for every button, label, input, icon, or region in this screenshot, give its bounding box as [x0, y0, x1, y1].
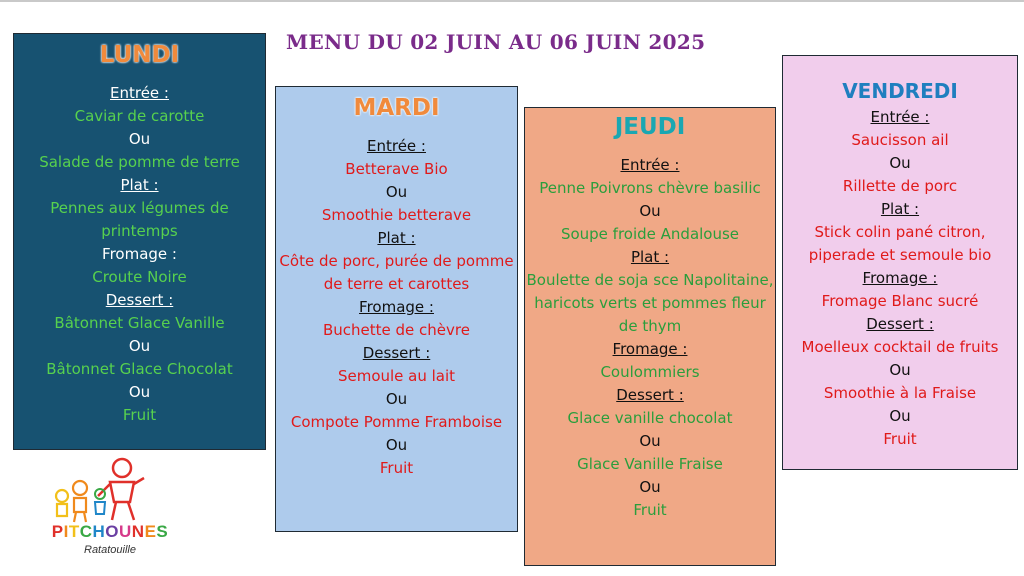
section-heading: Entrée :	[110, 84, 169, 102]
menu-lines	[276, 135, 517, 480]
separator-text: Ou	[385, 183, 408, 201]
menu-item: Bâtonnet Glace Chocolat	[46, 360, 233, 378]
day-name: VENDREDI	[842, 79, 958, 103]
section-heading: Dessert :	[362, 344, 431, 362]
menu-item: Croute Noire	[92, 268, 187, 286]
menu-item: Moelleux cocktail de fruits	[801, 338, 999, 356]
menu-item: Boulette de soja sce Napolitaine, haricots verts et pommes fleur de thym	[526, 271, 774, 335]
section-heading: Fromage :	[359, 298, 434, 316]
menu-item: Smoothie betterave	[321, 206, 472, 224]
menu-item: Compote Pomme Framboise	[290, 413, 503, 431]
menu-lines	[783, 106, 1017, 451]
menu-item: Fruit	[122, 406, 157, 424]
separator-text: Ou	[639, 202, 661, 220]
menu-title: MENU DU 02 JUIN AU 06 JUIN 2025	[286, 30, 706, 54]
separator-text: Ou	[128, 337, 151, 355]
logo-letter: I	[63, 522, 69, 541]
separator-text: Ou	[639, 432, 661, 450]
separator-text: Ou	[889, 361, 911, 379]
menu-item: Buchette de chèvre	[323, 321, 470, 339]
logo-letter: C	[79, 522, 93, 541]
menu-lines	[525, 154, 775, 522]
menu-item: Fruit	[883, 430, 917, 448]
section-heading: Fromage :	[612, 340, 688, 358]
separator-text: Ou	[385, 436, 408, 454]
menu-item: Coulommiers	[600, 363, 700, 381]
menu-item: Semoule au lait	[337, 367, 456, 385]
logo-letter: T	[68, 522, 80, 541]
menu-item: Rillette de porc	[842, 177, 958, 195]
section-heading: Dessert :	[616, 386, 684, 404]
section-heading: Plat :	[120, 176, 159, 194]
section-heading: Entrée :	[367, 137, 426, 155]
logo-letter: P	[51, 522, 64, 541]
menu-item: Glace Vanille Fraise	[577, 455, 723, 473]
day-card-jeudi	[524, 107, 776, 566]
logo-subtitle: Ratatouille	[84, 544, 136, 556]
menu-lines	[14, 82, 265, 427]
menu-item: Saucisson ail	[851, 131, 949, 149]
day-name: LUNDI	[99, 42, 180, 68]
section-heading: Plat :	[630, 248, 670, 266]
separator-text: Fromage :	[102, 245, 177, 263]
separator-text: Ou	[889, 154, 911, 172]
menu-item: Caviar de carotte	[74, 107, 205, 125]
menu-item: Bâtonnet Glace Vanille	[54, 314, 225, 332]
section-heading: Fromage :	[862, 269, 938, 287]
separator-text: Ou	[128, 130, 151, 148]
day-card-lundi	[13, 33, 266, 450]
top-border	[0, 0, 1024, 2]
menu-item: Stick colin pané citron, piperade et semoule bio	[808, 223, 992, 264]
menu-item: Penne Poivrons chèvre basilic	[539, 179, 761, 197]
pitchounes-logo	[40, 456, 180, 564]
separator-text: Ou	[639, 478, 661, 496]
logo-letter: U	[119, 522, 132, 541]
separator-text: Ou	[128, 383, 151, 401]
section-heading: Entrée :	[870, 108, 930, 126]
menu-item: Fruit	[379, 459, 414, 477]
logo-letter: O	[105, 522, 119, 541]
menu-item: Betterave Bio	[345, 160, 448, 178]
day-name: MARDI	[353, 95, 440, 121]
menu-item: Soupe froide Andalouse	[560, 225, 740, 243]
menu-item: Fromage Blanc sucré	[821, 292, 979, 310]
day-card-mardi	[275, 86, 518, 532]
separator-text: Ou	[385, 390, 408, 408]
logo-letter: E	[144, 522, 157, 541]
menu-item: Glace vanille chocolat	[567, 409, 733, 427]
logo-letter: N	[131, 522, 145, 541]
section-heading: Dessert :	[866, 315, 934, 333]
logo-brand-text	[40, 522, 180, 542]
menu-item: Pennes aux légumes de printemps	[50, 199, 229, 240]
menu-item: Salade de pomme de terre	[39, 153, 240, 171]
kids-figures-icon	[40, 456, 180, 524]
menu-item: Smoothie à la Fraise	[823, 384, 977, 402]
section-heading: Plat :	[880, 200, 920, 218]
menu-item: Fruit	[633, 501, 667, 519]
day-name: JEUDI	[614, 114, 686, 140]
logo-letter: H	[92, 522, 106, 541]
logo-letter: S	[156, 522, 169, 541]
separator-text: Ou	[889, 407, 911, 425]
section-heading: Entrée :	[620, 156, 680, 174]
day-card-vendredi	[782, 55, 1018, 470]
section-heading: Dessert :	[105, 291, 174, 309]
menu-item: Côte de porc, purée de pomme de terre et carottes	[279, 252, 514, 293]
section-heading: Plat :	[377, 229, 416, 247]
